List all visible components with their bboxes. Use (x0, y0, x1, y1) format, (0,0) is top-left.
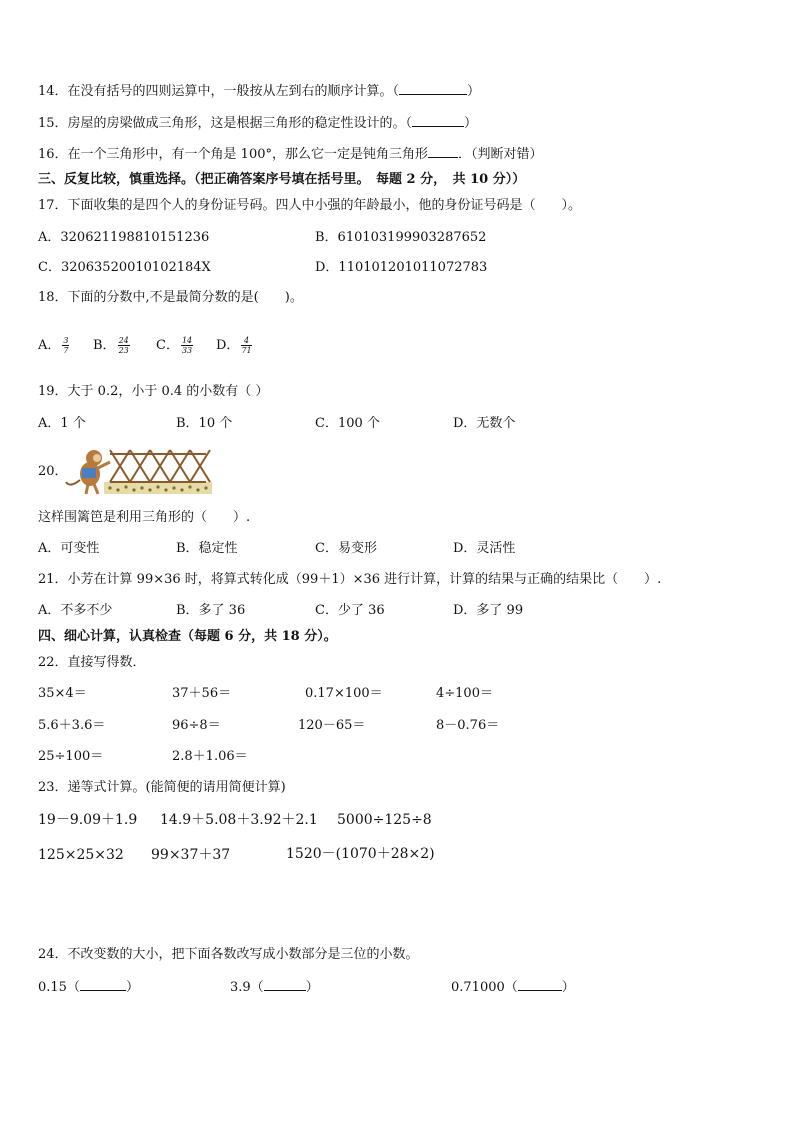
q19-option-b[interactable]: B．10 个 (176, 416, 233, 431)
answer-blank[interactable] (264, 978, 306, 991)
answer-blank[interactable] (518, 978, 562, 991)
calc-item: 1520－(1070＋28×2) (286, 846, 435, 862)
q24-item-2: 3.9（ ） (230, 980, 319, 995)
question-20-label: 20． (38, 464, 68, 479)
q20-option-d[interactable]: D．灵活性 (453, 541, 516, 556)
question-16-text: 16．在一个三角形中，有一个角是 100°，那么它一定是钝角三角形 (38, 147, 428, 162)
q24-item-1: 0.15（ ） (38, 980, 139, 995)
question-15-text: 15．房屋的房梁做成三角形，这是根据三角形的稳定性设计的。（ (38, 116, 413, 131)
calc-item: 0.17×100＝ (305, 686, 383, 701)
section-3-heading: 三、反复比较，慎重选择。（把正确答案序号填在括号里。 每题 2 分， 共 10 分）） (38, 172, 526, 187)
question-22: 22．直接写得数． (38, 655, 146, 670)
question-16: 16．在一个三角形中，有一个角是 100°，那么它一定是钝角三角形 ．（判断对错） (38, 147, 543, 162)
fraction: $\frac{14}{33}$ (181, 336, 193, 355)
answer-blank[interactable] (412, 114, 464, 127)
question-19: 19．大于 0.2，小于 0.4 的小数有（ ） (38, 384, 269, 399)
q17-option-a[interactable]: A．320621198810151236 (38, 230, 210, 245)
question-24: 24．不改变数的大小，把下面各数改写成小数部分是三位的小数。 (38, 947, 419, 962)
q18-option-b[interactable]: B． $\frac{24}{23}$ (93, 336, 129, 355)
q21-option-d[interactable]: D．多了 99 (453, 603, 524, 618)
question-15: 15．房屋的房梁做成三角形，这是根据三角形的稳定性设计的。（ ） (38, 116, 478, 131)
calc-item: 120－65＝ (298, 718, 366, 733)
q18-option-c[interactable]: C． $\frac{14}{33}$ (156, 336, 193, 355)
question-18: 18．下面的分数中,不是最简分数的是( )。 (38, 290, 303, 305)
calc-item: 8－0.76＝ (436, 718, 500, 733)
calc-item: 19－9.09＋1.9 (38, 812, 138, 828)
q19-option-d[interactable]: D．无数个 (453, 416, 516, 431)
q17-option-c[interactable]: C．32063520010102184X (38, 260, 211, 275)
q21-option-c[interactable]: C．少了 36 (315, 603, 385, 618)
q20-option-a[interactable]: A．可变性 (38, 541, 100, 556)
q24-item-3: 0.71000（ ） (451, 980, 575, 995)
q17-option-d[interactable]: D．110101201011072783 (315, 260, 488, 275)
q19-option-c[interactable]: C．100 个 (315, 416, 380, 431)
question-23: 23．递等式计算。(能简便的请用简便计算) (38, 780, 286, 795)
q20-option-c[interactable]: C．易变形 (315, 541, 377, 556)
answer-blank[interactable] (428, 145, 458, 158)
calc-item: 125×25×32 (38, 847, 124, 863)
fraction: $\frac{3}{7}$ (63, 336, 69, 355)
section-4-heading: 四、细心计算，认真检查（每题 6 分，共 18 分）。 (38, 629, 337, 644)
calc-item: 37＋56＝ (172, 686, 232, 701)
question-21: 21．小芳在计算 99×36 时，将算式转化成（99＋1）×36 进行计算，计算的结果与正确的结果比（ ）. (38, 572, 662, 587)
q20-option-b[interactable]: B．稳定性 (176, 541, 238, 556)
question-20: 这样围篱笆是利用三角形的（ ）. (38, 510, 251, 525)
answer-blank[interactable] (399, 82, 467, 95)
q21-option-a[interactable]: A．不多不少 (38, 603, 113, 618)
fraction: $\frac{4}{71}$ (241, 336, 252, 355)
calc-item: 4÷100＝ (436, 686, 493, 701)
q18-option-a[interactable]: A． $\frac{3}{7}$ (38, 336, 69, 355)
question-14: 14．在没有括号的四则运算中，一般按从左到右的顺序计算。（ ） (38, 84, 481, 99)
calc-item: 35×4＝ (38, 686, 87, 701)
calc-item: 5.6＋3.6＝ (38, 718, 106, 733)
calc-item: 14.9＋5.08＋3.92＋2.1 (160, 812, 318, 828)
calc-item: 2.8＋1.06＝ (172, 749, 248, 764)
q21-option-b[interactable]: B．多了 36 (176, 603, 246, 618)
q19-option-a[interactable]: A．1 个 (38, 416, 86, 431)
calc-item: 25÷100＝ (38, 749, 104, 764)
calc-item: 99×37＋37 (151, 847, 231, 863)
calc-item: 5000÷125÷8 (337, 812, 432, 828)
question-17: 17．下面收集的是四个人的身份证号码。四人中小强的年龄最小，他的身份证号码是（ ）。 (38, 198, 582, 213)
fence-illustration (64, 444, 216, 496)
q17-option-b[interactable]: B．610103199903287652 (315, 230, 487, 245)
calc-item: 96÷8＝ (172, 718, 221, 733)
q18-option-d[interactable]: D． $\frac{4}{71}$ (216, 336, 252, 355)
fraction: $\frac{24}{23}$ (118, 336, 129, 355)
answer-blank[interactable] (80, 978, 126, 991)
question-14-text: 14．在没有括号的四则运算中，一般按从左到右的顺序计算。（ (38, 84, 400, 99)
